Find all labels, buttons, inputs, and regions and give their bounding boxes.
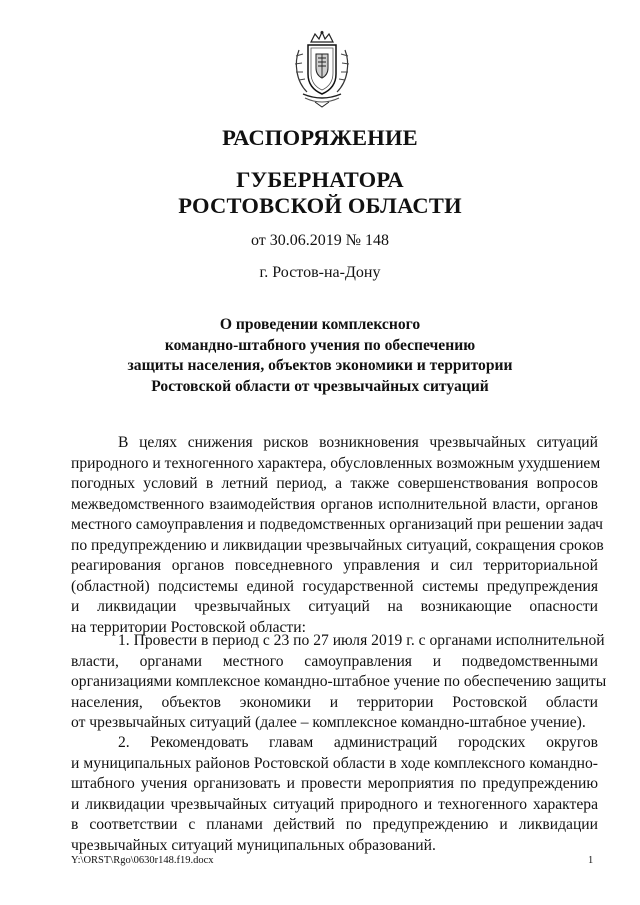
text-line: 1. Провести в период с 23 по 27 июля 2019 г. с органами исполнительной xyxy=(118,632,605,649)
issuer-title xyxy=(0,167,640,219)
issuer-line-1: ГУБЕРНАТОРА xyxy=(236,167,404,192)
document-subject xyxy=(0,315,640,397)
text-line: и муниципальных районов Ростовской области в ходе комплексного командно- xyxy=(71,754,598,772)
subject-line: защиты населения, объектов экономики и территории xyxy=(127,357,513,374)
text-line: власти, органами местного самоуправления и подведомственными xyxy=(71,652,598,670)
file-path-footer: Y:\ORST\Rgo\0630r148.f19.docx xyxy=(71,855,214,866)
page-number: 1 xyxy=(588,855,594,866)
text-line: по предупреждению и ликвидации чрезвычайных ситуаций, сокращения сроков xyxy=(71,536,604,554)
text-line: чрезвычайных ситуаций муниципальных образований. xyxy=(71,836,436,854)
text-line: погодных условий в летний период, а также совершенствования вопросов xyxy=(71,475,598,492)
subject-line: О проведении комплексного xyxy=(219,316,421,333)
item-2-paragraph xyxy=(71,733,598,856)
text-line: в соответствии с планами действий по предупреждению и ликвидации xyxy=(71,816,598,833)
text-line: местного самоуправления и подведомственных организаций при решении задач xyxy=(71,516,604,533)
text-line: организациями комплексное командно-штабное учение по обеспечению защиты xyxy=(71,673,607,690)
subject-line: командно-штабного учения по обеспечению xyxy=(164,336,476,354)
document-date-number: от 30.06.2019 № 148 xyxy=(250,232,390,249)
text-line: природного и техногенного характера, обусловленных возможным ухудшением xyxy=(71,454,601,472)
document-city: г. Ростов-на-Дону xyxy=(259,264,381,281)
preamble-paragraph xyxy=(71,433,604,638)
text-line: межведомственного взаимодействия органов исполнительной власти, органов xyxy=(71,495,598,513)
issuer-line-2: РОСТОВСКОЙ ОБЛАСТИ xyxy=(178,193,462,218)
text-line: населения, объектов экономики и территории Ростовской области xyxy=(71,693,598,711)
item-1-paragraph xyxy=(71,631,607,734)
text-line: от чрезвычайных ситуаций (далее – комплексное командно-штабное учение). xyxy=(71,714,586,731)
subject-line: Ростовской области от чрезвычайных ситуаций xyxy=(151,377,489,395)
coat-of-arms-icon xyxy=(291,30,353,108)
text-line: 2. Рекомендовать главам администраций городских округов xyxy=(118,734,598,751)
text-line: штабного учения организовать и провести мероприятия по предупреждению xyxy=(71,775,598,792)
text-line: и ликвидации чрезвычайных ситуаций на возникающие опасности xyxy=(71,598,598,615)
text-line: и ликвидации чрезвычайных ситуаций природного и техногенного характера xyxy=(71,795,598,813)
text-line: (областной) подсистемы единой государственной системы предупреждения xyxy=(71,577,598,595)
document-type-title: РАСПОРЯЖЕНИЕ xyxy=(222,125,418,150)
text-line: реагирования органов повседневного управления и сил территориальной xyxy=(71,557,598,574)
text-line: В целях снижения рисков возникновения чрезвычайных ситуаций xyxy=(118,434,598,451)
text-line: на территории Ростовской области: xyxy=(71,618,306,636)
